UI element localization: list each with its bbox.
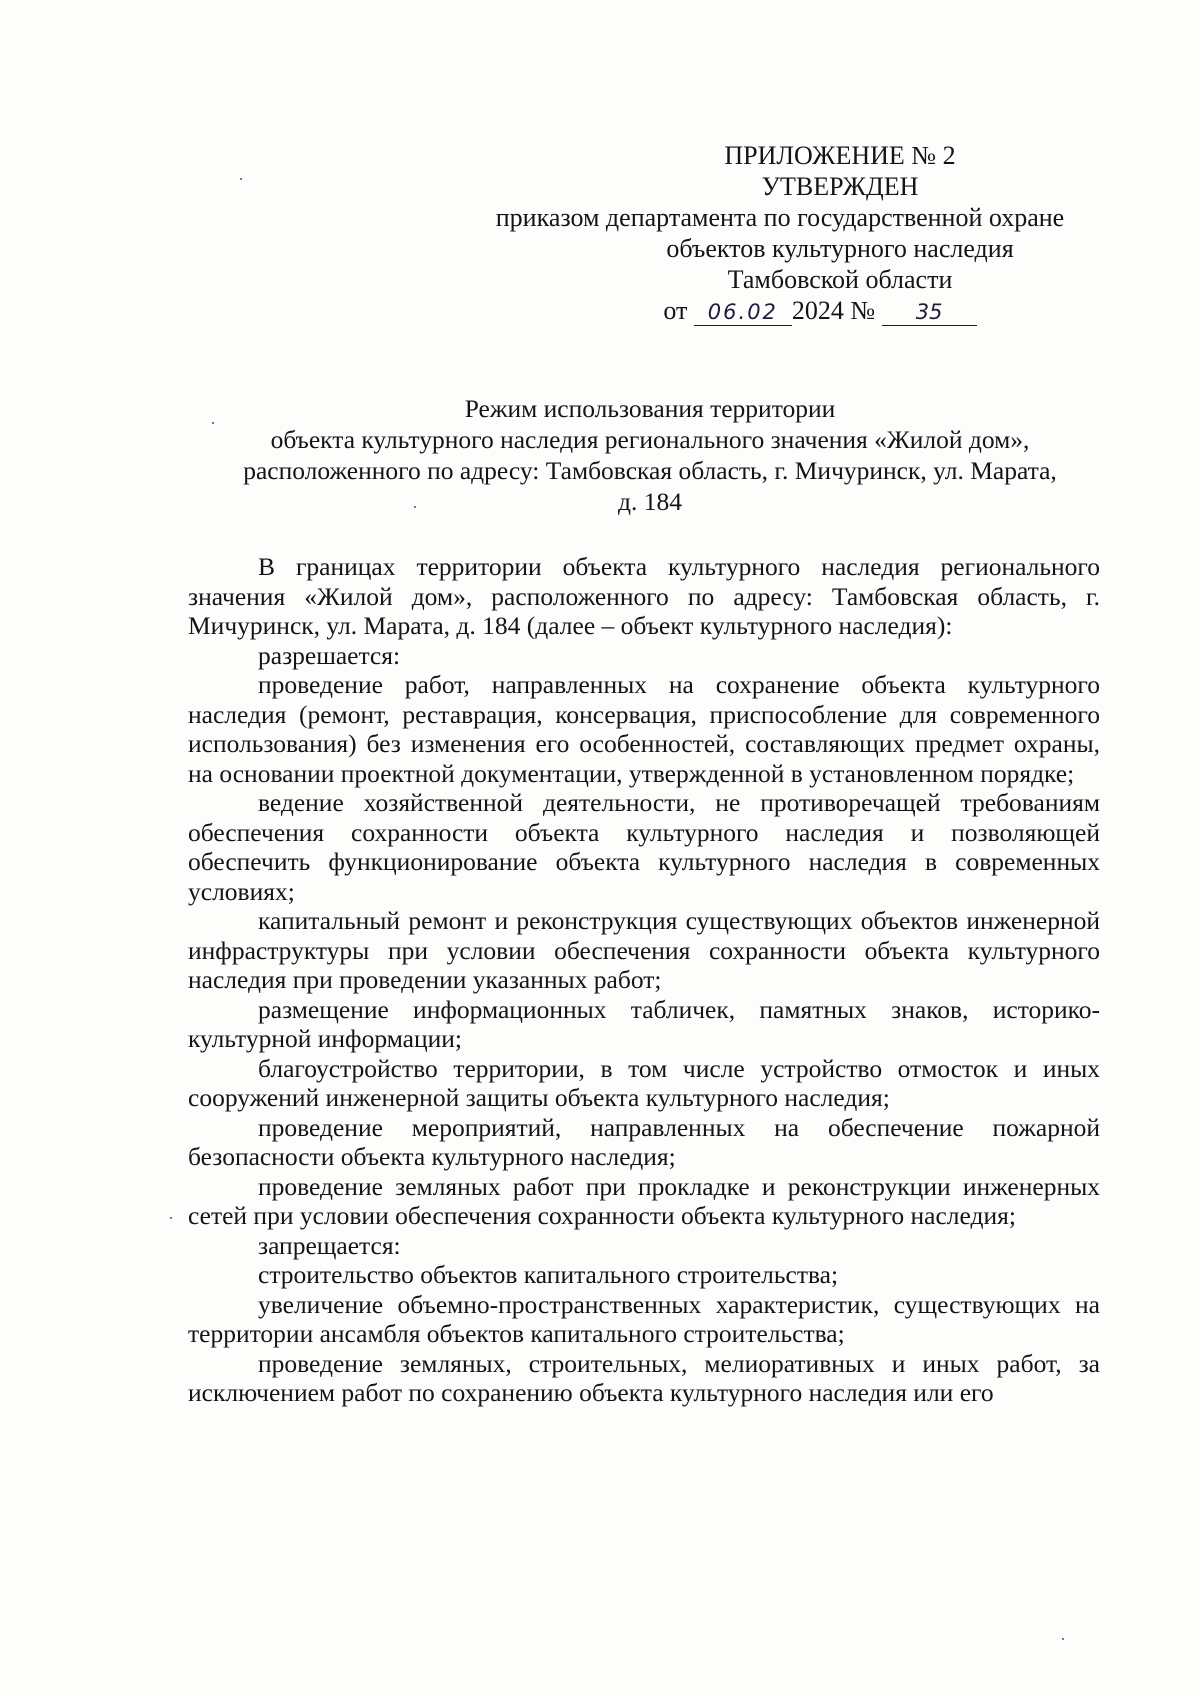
forbidden-item: строительство объектов капитального строительства; [258,1260,839,1289]
title-line-2: объекта культурного наследия регионального значения «Жилой дом», [270,425,1030,454]
forbidden-item: увеличение объемно-пространственных характеристик, существующих на территории ансамбля объектов капитального строительства; [188,1289,1100,1348]
scan-speck [414,506,416,508]
intro-paragraph: В границах территории объекта культурного наследия регионального значения «Жилой дом», расположенного по адресу: Тамбовская область, г. Мичуринск, ул. Марата, д. 184 (далее – объект культурного наследия): [188,552,1100,640]
order-year-number-label: 2024 № [791,296,876,325]
handwritten-date: 06.02 [694,299,792,326]
allowed-label: разрешается: [258,640,401,670]
forbidden-label: запрещается: [258,1230,401,1260]
title-line-3: расположенного по адресу: Тамбовская область, г. Мичуринск, ул. Марата, [243,456,1057,485]
date-prefix: от [663,296,688,325]
title-line-4: д. 184 [618,487,682,516]
order-line-3: Тамбовской области [727,265,953,294]
order-line-1: приказом департамента по государственной охране [495,203,1065,232]
handwritten-order-number: 35 [882,299,977,326]
approval-block [460,140,1100,326]
document-title [200,393,1100,517]
annex-number: ПРИЛОЖЕНИЕ № 2 [724,141,956,170]
allowed-item: капитальный ремонт и реконструкция существующих объектов инженерной инфраструктуры при условии обеспечения сохранности объекта культурного наследия при проведении указанных работ; [188,906,1100,994]
scan-speck [240,178,242,180]
allowed-item: проведение земляных работ при прокладке и реконструкции инженерных сетей при условии обеспечения сохранности объекта культурного наследия; [188,1171,1100,1230]
forbidden-item: проведение земляных, строительных, мелиоративных и иных работ, за исключением работ по сохранению объекта культурного наследия или его [188,1348,1100,1407]
scan-speck [1062,1638,1064,1640]
allowed-item: проведение мероприятий, направленных на обеспечение пожарной безопасности объекта культурного наследия; [188,1112,1100,1171]
approved-heading: УТВЕРЖДЕН [761,172,919,201]
allowed-item: благоустройство территории, в том числе устройство отмосток и иных сооружений инженерной защиты объекта культурного наследия; [188,1053,1100,1112]
allowed-item: проведение работ, направленных на сохранение объекта культурного наследия (ремонт, реставрация, консервация, приспособление для современного использования) без изменения его особенностей, составляющих предмет охраны, на основании проектной документации, утвержденной в установленном порядке; [188,670,1100,788]
allowed-item: размещение информационных табличек, памятных знаков, историко-культурной информации; [188,994,1100,1053]
order-date-line [460,295,1100,326]
document-body [188,552,1100,1408]
title-line-1: Режим использования территории [464,394,836,423]
allowed-item: ведение хозяйственной деятельности, не противоречащей требованиям обеспечения сохранности объекта культурного наследия и позволяющей обеспечить функционирование объекта культурного наследия в современных условиях; [188,788,1100,906]
order-line-2: объектов культурного наследия [666,234,1014,263]
scan-speck [170,1217,172,1219]
scan-speck [212,422,214,424]
